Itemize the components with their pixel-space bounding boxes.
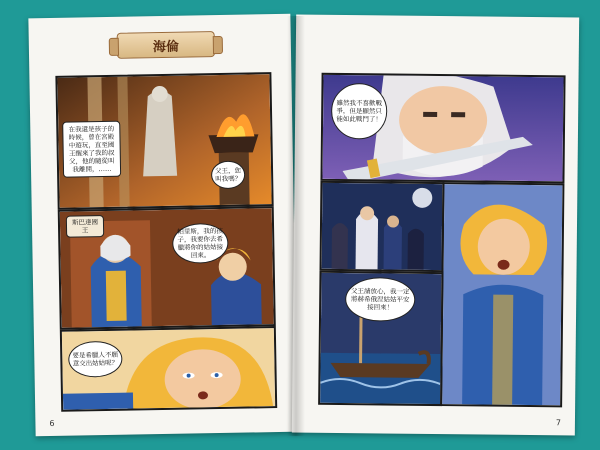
open-comic-book (32, 10, 577, 438)
chapter-title-banner (117, 31, 215, 59)
chapter-title: 海倫 (152, 39, 180, 55)
warriors-illustration (322, 183, 443, 270)
right-page (292, 15, 579, 436)
panel-king-sword (320, 73, 565, 184)
panel-ships (318, 271, 443, 406)
panel-palace-hall (55, 72, 273, 210)
speech-bubble-king-order: 帕里斯，我的孩子，我要你去希臘將你的姑姑接回來。 (172, 223, 229, 264)
panel-prince-closeup (60, 326, 277, 412)
page-number-left: 6 (49, 418, 55, 429)
panel-warriors-gathering (320, 181, 445, 272)
page-number-right: 7 (555, 418, 561, 428)
speech-bubble-king-threat: 雖然我不喜歡戰爭，但是顯然只能如此戰鬥了！ (331, 83, 388, 140)
speech-bubble-prince-vow: 父王請放心，我一定將赫希俄涅姑姑平安接回來！ (345, 277, 415, 322)
prince-determined-illustration (442, 184, 562, 405)
panel-prince-determined (440, 182, 564, 407)
panel-king-and-prince (58, 206, 276, 330)
narration-box: 在我還是孩子的時候，曾在宮殿中遊玩，直至國王醒來了我的叔父，他的隨從叫我離開，…… (62, 121, 121, 178)
speech-bubble-prince-question: 要是希臘人不願意交出姑姑呢？ (68, 341, 123, 378)
speaker-label: 斯巴達國王 (66, 215, 104, 238)
left-page (28, 14, 297, 437)
speech-bubble-summon: 父王，您叫我嗎？ (211, 161, 245, 190)
